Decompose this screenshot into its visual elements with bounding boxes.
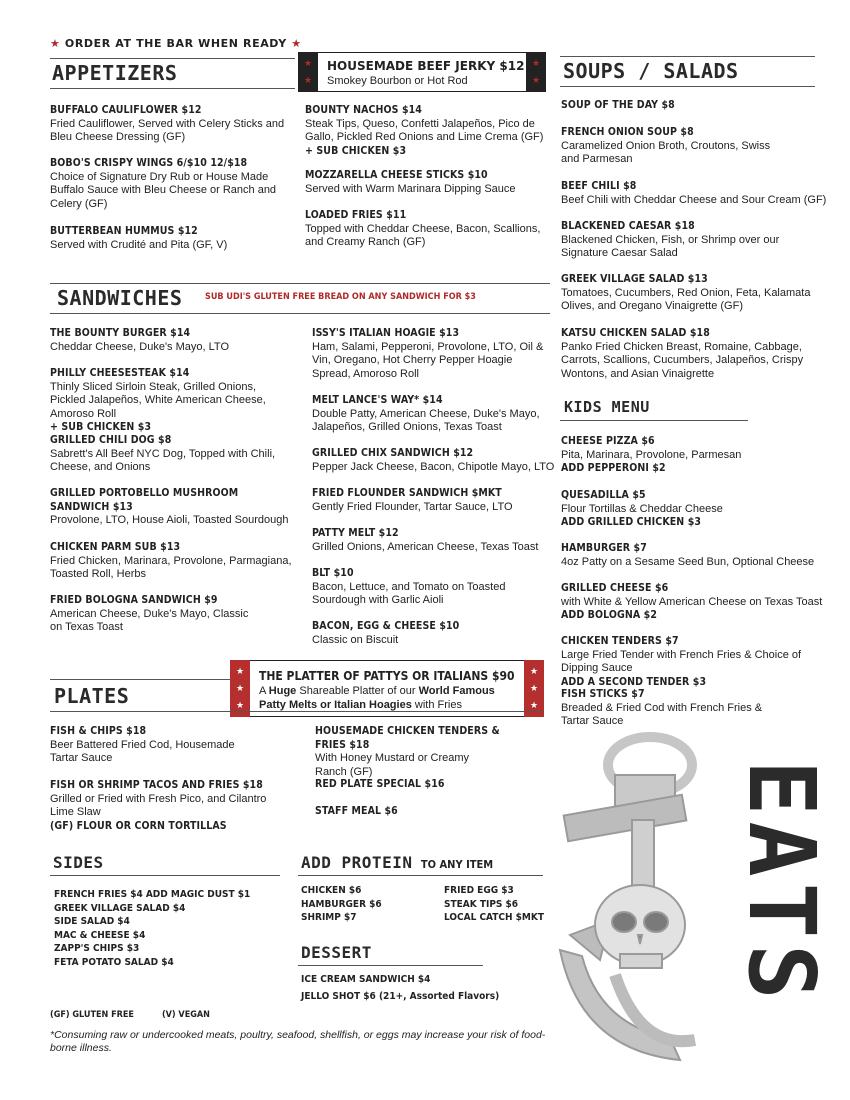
star-strip: ★ ★ — [526, 52, 546, 92]
protein-heading: ADD PROTEIN TO ANY ITEM — [301, 853, 494, 872]
appetizers-heading: APPETIZERS — [52, 61, 178, 85]
menu-item: STAFF MEAL $6 — [315, 805, 398, 817]
gluten-free-note: SUB UDI'S GLUTEN FREE BREAD ON ANY SANDWICH FOR $3 — [205, 292, 476, 302]
list-item: ZAPP'S CHIPS $3 — [54, 943, 140, 954]
star-icon: ★ — [50, 37, 61, 50]
disclaimer: *Consuming raw or undercooked meats, poultry, seafood, shellfish, or eggs may increase your risk of food-borne illness. — [50, 1029, 546, 1054]
menu-item: KATSU CHICKEN SALAD $18 Panko Fried Chicken Breast, Romaine, Cabbage, Carrots, Scallions, Cucumbers, Jalapeños, Crispy Wontons, and Asian Vinaigrette — [561, 327, 804, 380]
menu-item: BOUNTY NACHOS $14 Steak Tips, Queso, Confetti Jalapeños, Pico de Gallo, Pickled Red Onions and Lime Crema (GF) + SUB CHICKEN $3 — [305, 104, 544, 157]
list-item: SIDE SALAD $4 — [54, 916, 130, 927]
list-item: CHICKEN $6 — [301, 885, 362, 896]
order-note-text: ORDER AT THE BAR WHEN READY — [64, 37, 287, 50]
eats-wordmark: EATS — [728, 760, 835, 1006]
sides-heading: SIDES — [53, 853, 104, 872]
star-icon: ★ — [291, 37, 302, 50]
menu-item: FRENCH ONION SOUP $8 Caramelized Onion Broth, Croutons, Swiss and Parmesan — [561, 126, 771, 165]
menu-item: BLACKENED CAESAR $18 Blackened Chicken, Fish, or Shrimp over our Signature Caesar Salad — [561, 220, 780, 259]
star-strip: ★ ★ — [298, 52, 318, 92]
sides-list — [54, 888, 294, 969]
menu-item: CHICKEN PARM SUB $13 Fried Chicken, Marinara, Provolone, Parmagiana, Toasted Roll, Herbs — [50, 541, 292, 580]
menu-item: LOADED FRIES $11 Topped with Cheddar Cheese, Bacon, Scallions, and Creamy Ranch (GF) — [305, 209, 541, 248]
list-item: JELLO SHOT $6 (21+, Assorted Flavors) — [301, 991, 500, 1002]
list-item: MAC & CHEESE $4 — [54, 929, 146, 941]
menu-item: FRIED FLOUNDER SANDWICH $MKT Gently Fried Flounder, Tartar Sauce, LTO — [312, 487, 513, 513]
jerky-desc: Smokey Bourbon or Hot Rod — [327, 75, 468, 87]
star-strip: ★ ★ ★ — [524, 660, 544, 717]
jerky-title: HOUSEMADE BEEF JERKY $12 — [327, 59, 525, 73]
menu-item: RED PLATE SPECIAL $16 — [315, 778, 445, 790]
sandwiches-heading: SANDWICHES — [57, 286, 183, 310]
star-strip: ★ ★ ★ — [230, 660, 250, 717]
menu-item: BEEF CHILI $8 Beef Chili with Cheddar Cheese and Sour Cream (GF) — [561, 180, 827, 206]
menu-item: BOBO'S CRISPY WINGS 6/$10 12/$18 Choice of Signature Dry Rub or House Made Buffalo Sauce with Bleu Cheese or Ranch and Celery (GF) — [50, 157, 277, 210]
soups-heading: SOUPS / SALADS — [563, 59, 739, 83]
menu-item: FRIED BOLOGNA SANDWICH $9 American Cheese, Duke's Mayo, Classic on Texas Toast — [50, 594, 249, 633]
list-item: FETA POTATO SALAD $4 — [54, 956, 174, 968]
menu-item: THE BOUNTY BURGER $14 Cheddar Cheese, Duke's Mayo, LTO — [50, 327, 230, 353]
menu-item: BLT $10 Bacon, Lettuce, and Tomato on Toasted Sourdough with Garlic Aioli — [312, 567, 506, 606]
menu-item: BUFFALO CAULIFLOWER $12 Fried Cauliflower, Served with Celery Sticks and Bleu Cheese Dressing (GF) — [50, 104, 285, 143]
menu-item: BACON, EGG & CHEESE $10 Classic on Biscuit — [312, 620, 460, 646]
menu-item: GRILLED PORTOBELLO MUSHROOM SANDWICH $13 Provolone, LTO, House Aioli, Toasted Sourdough — [50, 487, 289, 526]
menu-item: MOZZARELLA CHEESE STICKS $10 Served with Warm Marinara Dipping Sauce — [305, 169, 516, 195]
menu-item: PATTY MELT $12 Grilled Onions, American Cheese, Texas Toast — [312, 527, 539, 553]
skull-anchor-icon — [520, 720, 720, 1095]
dessert-heading: DESSERT — [301, 943, 372, 962]
list-item: ICE CREAM SANDWICH $4 — [301, 974, 431, 985]
menu-item: ISSY'S ITALIAN HOAGIE $13 Ham, Salami, Pepperoni, Provolone, LTO, Oil & Vin, Oregano, Hot Cherry Pepper Hoagie Spread, Amoroso Roll — [312, 327, 544, 380]
menu-item: GREEK VILLAGE SALAD $13 Tomatoes, Cucumbers, Red Onion, Feta, Kalamata Olives, and Oregano Vinaigrette (GF) — [561, 273, 811, 312]
menu-item: CHICKEN TENDERS $7 Large Fried Tender with French Fries & Choice of Dipping Sauce ADD A SECOND TENDER $3 — [561, 635, 802, 688]
list-item: GREEK VILLAGE SALAD $4 — [54, 902, 186, 914]
menu-item: GRILLED CHEESE $6 with White & Yellow American Cheese on Texas Toast ADD BOLOGNA $2 — [561, 582, 823, 621]
menu-item: QUESADILLA $5 Flour Tortillas & Cheddar Cheese ADD GRILLED CHICKEN $3 — [561, 489, 723, 528]
platter-title: THE PLATTER OF PATTYS OR ITALIANS $90 — [259, 669, 515, 683]
platter-desc: A Huge Shareable Platter of our World Famous Patty Melts or Italian Hoagies with Fries — [259, 685, 495, 711]
menu-item: BUTTERBEAN HUMMUS $12 Served with Crudité and Pita (GF, V) — [50, 225, 228, 251]
menu-item: GRILLED CHILI DOG $8 Sabrett's All Beef NYC Dog, Topped with Chili, Cheese, and Onions — [50, 434, 276, 473]
list-item: LOCAL CATCH $MKT — [444, 912, 544, 923]
menu-item: CHEESE PIZZA $6 Pita, Marinara, Provolone, Parmesan ADD PEPPERONI $2 — [561, 435, 742, 474]
list-item: FRIED EGG $3 — [444, 885, 514, 896]
menu-item: MELT LANCE'S WAY* $14 Double Patty, American Cheese, Duke's Mayo, Jalapeños, Grilled Onions, Texas Toast — [312, 394, 540, 433]
list-item: SHRIMP $7 — [301, 912, 357, 923]
menu-item: PHILLY CHEESESTEAK $14 Thinly Sliced Sirloin Steak, Grilled Onions, Pickled Jalapeños, White American Cheese, Amoroso Roll + SUB CHICKEN $3 — [50, 367, 266, 433]
plates-heading: PLATES — [54, 684, 130, 708]
menu-item: SOUP OF THE DAY $8 — [561, 99, 675, 111]
protein-list-1 — [301, 884, 441, 925]
jerky-box — [298, 52, 546, 92]
menu-item: FISH OR SHRIMP TACOS AND FRIES $18 Grilled or Fried with Fresh Pico, and Cilantro Lime Slaw (GF) FLOUR OR CORN TORTILLAS — [50, 779, 267, 832]
list-item: FRENCH FRIES $4 ADD MAGIC DUST $1 — [54, 889, 251, 900]
list-item: HAMBURGER $6 — [301, 898, 382, 910]
list-item: STEAK TIPS $6 — [444, 898, 519, 910]
kids-heading: KIDS MENU — [564, 398, 650, 416]
dietary-legend: (GF) GLUTEN FREE (V) VEGAN — [50, 1010, 210, 1020]
menu-item: FISH STICKS $7 Breaded & Fried Cod with French Fries & Tartar Sauce — [561, 688, 763, 727]
platter-box — [230, 660, 544, 717]
menu-item: HAMBURGER $7 4oz Patty on a Sesame Seed Bun, Optional Cheese — [561, 542, 815, 568]
menu-item: FISH & CHIPS $18 Beer Battered Fried Cod, Housemade Tartar Sauce — [50, 725, 235, 764]
menu-item: GRILLED CHIX SANDWICH $12 Pepper Jack Cheese, Bacon, Chipotle Mayo, LTO — [312, 447, 555, 473]
menu-item: HOUSEMADE CHICKEN TENDERS & FRIES $18 With Honey Mustard or Creamy Ranch (GF) — [315, 725, 500, 778]
order-note — [50, 37, 302, 50]
